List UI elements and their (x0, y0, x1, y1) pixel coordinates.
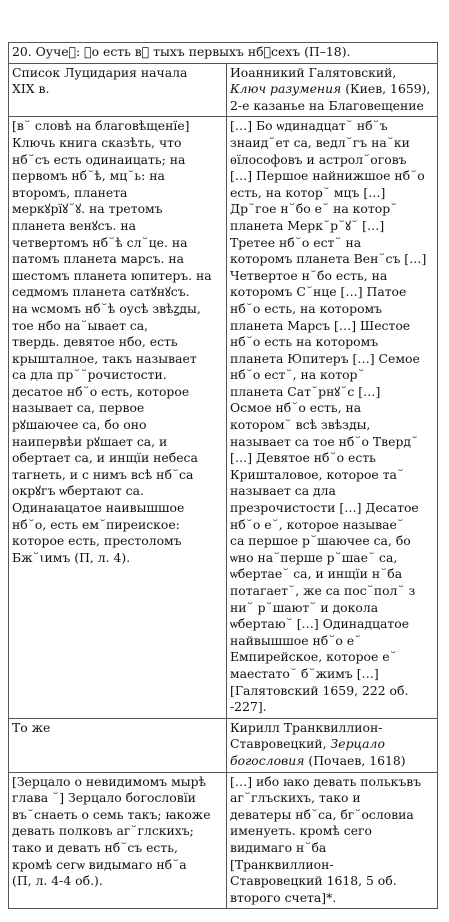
table-row (9, 772, 438, 909)
comparison-table (8, 42, 438, 909)
source-left-cell: То же (9, 718, 227, 772)
work-title: Зерцало богословия (230, 736, 385, 768)
source-right-cell (227, 63, 438, 117)
author-name: Иоанникий Галятовский, (230, 64, 397, 80)
text-right-cell: […] ибо ꙗко девать полькъвъ аг꙾глъскихъ, тако и деватеры нб꙾са, бг꙾ословиа именуеть. кромѣ сего видимаго н꙾ба [Транквиллион- Ставровецкий 1618, 5 об. второго счета]*. (227, 772, 438, 909)
author-name: Кирилл Транквиллион- Ставровецкий, (230, 719, 383, 752)
table-row (9, 63, 438, 117)
table-row (9, 718, 438, 772)
text-right-cell: […] Бо ѡдинадцат꙾ нб꙾ъ знаид꙾ет са, ведл꙾гъ на꙾ки ѳїлософовъ и астрол꙾оговъ […] Першое найнижшое нб꙾о есть, на котор꙾ мцъ […] Др꙾гое н꙾бо е꙾ на котор꙾ планета Мерк꙾р꙾ꙋ꙾ […] Третее нб꙾о ест꙾ на которомъ планета Вен꙾съ […] Четвертое н꙾бо есть, на которомъ С꙾нце […] Патое нб꙾о есть, на которомъ планета Марсъ […] Шестое нб꙾о есть на которомъ планета Юпитеръ […] Семое нб꙾о ест꙾, на котор꙾ планета Сат꙾рнꙋ꙾с […] Осмое нб꙾о есть, на котором꙾ всѣ звѣзды, называет са тое нб꙾о Тверд꙾ […] Девятое нб꙾о есть Кришталовое, которое та꙾ называет са дла презрочистости […] Десатое нб꙾о е꙾, которое называе꙾ са першое р꙾шаючее са, бо ѡно на꙾перше р꙾шае꙾ са, ѡбертае꙾ са, и инщїи н꙾ба потагает꙾, же са пос꙾пол꙾ з ни꙾ р꙾шают꙾ и докола ѡбертаю꙾ […] Одинадцатое найвышшое нб꙾о е꙾ Емпирейское, которое е꙾ маестато꙾ б꙾жимъ […] [Галятовский 1659, 222 об. -227]. (227, 117, 438, 718)
table-heading-row (9, 43, 438, 64)
table-row (9, 117, 438, 718)
text-left-cell: [в꙾ словѣ на благовѣщенїе] Ключь книга сказѣть, что нб꙾съ есть одинаицать; на первомъ нб꙾ѣ, мц꙾ь: на второмъ, планета меркꙋрїꙋ꙾ꙋ. на третомъ планета венꙋсъ. на четвертомъ нб꙾ѣ сл꙾це. на патомъ планета марсъ. на шестомъ планета юпитеръ. на седмомъ планета сатꙋнꙋсъ. на ѡсмомъ нб꙾ѣ оусѣ звѣꙁды, тое нбо на꙾ывает са, твердь. девятое нбо, есть крышталное, такъ называет са дла пр꙾꙾рочистости. десатое нб꙾о есть, которое называет са, первое рꙋшаючее са, бо оно наипервѣи рꙋшает са, и обертает са, и инщїи небеса тагнеть, и с нимъ всѣ нб꙾са окрꙋгъ ѡбертают са. Одинаꙗцатое наивышшое нб꙾о, есть ем꙾пиреиское: которое есть, престоломъ Бж꙾ꙇимъ (П, л. 4). (9, 117, 227, 718)
source-left-cell: Список Луцидария начала XIX в. (9, 63, 227, 117)
text-left-cell: [Зерцало о невидимомъ мырѣ глава ꙾] Зерцало богословїи въ꙾снаеть о семь такъ; ꙗкоже девать полковъ аг꙾глскихъ; тако и девать нб꙾съ есть, кромѣ сегѡ видымаго нб꙾а (П, л. 4-4 об.). (9, 772, 227, 909)
work-details: (Киев, 1659), 2-е казанье на Благовещение (230, 81, 431, 113)
work-title: Ключ разумения (230, 81, 342, 97)
work-details: (Почаев, 1618) (304, 752, 406, 768)
table-heading: 20. Оучеⷩ: ꙾о есть в꙾ тыхъ первыхъ нб꙾сехъ (П–18). (9, 43, 438, 64)
source-right-cell (227, 718, 438, 772)
